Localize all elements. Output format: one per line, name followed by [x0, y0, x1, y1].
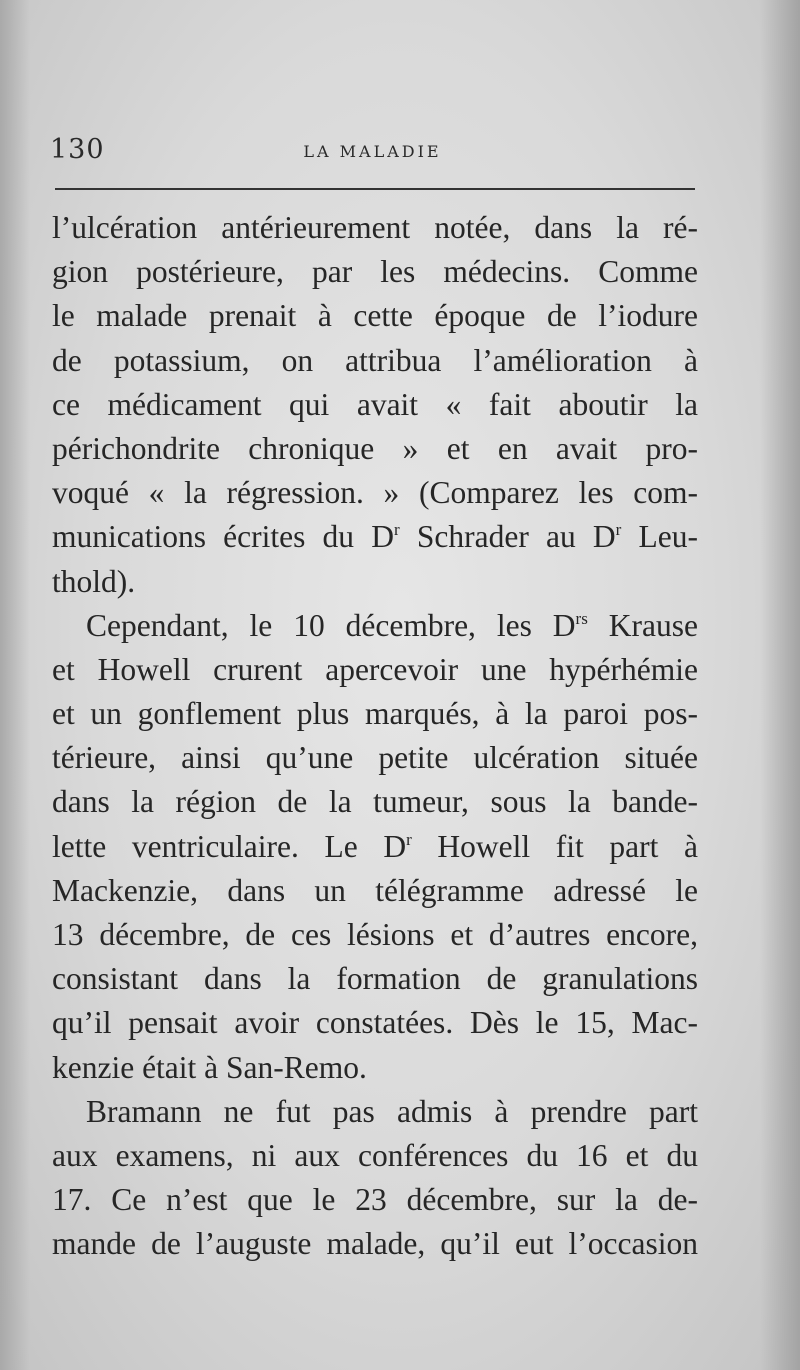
- text-run: ce médicament qui avait « fait aboutir la: [52, 386, 698, 422]
- text-run: aux examens, ni aux conférences du 16 et du: [52, 1137, 698, 1173]
- text-line: [52, 339, 698, 383]
- text-line: [52, 427, 698, 471]
- text-run: qu’il pensait avoir constatées. Dès le 15, Mac-: [52, 1005, 698, 1041]
- running-title: LA MALADIE: [303, 142, 442, 161]
- text-run: munications écrites du D: [52, 519, 394, 555]
- text-line: [52, 957, 698, 1001]
- text-run: le malade prenait à cette époque de l’iodure: [52, 298, 698, 334]
- page-header: [50, 134, 695, 174]
- text-run: gion postérieure, par les médecins. Comme: [52, 254, 698, 290]
- text-line: [52, 1046, 698, 1090]
- superscript: r: [394, 520, 400, 540]
- text-run: Schrader au D: [399, 519, 616, 555]
- text-line: [52, 1134, 698, 1178]
- text-run: Bramann ne fut pas admis à prendre part: [86, 1093, 698, 1129]
- text-run: 17. Ce n’est que le 23 décembre, sur la de-: [52, 1182, 698, 1218]
- text-run: 13 décembre, de ces lésions et d’autres encore,: [52, 917, 698, 952]
- page-shadow-right: [760, 0, 800, 1370]
- page-shadow-left: [0, 0, 30, 1370]
- text-run: consistant dans la formation de granulations: [52, 961, 698, 997]
- text-line: [52, 560, 698, 604]
- text-run: voqué « la régression. » (Comparez les com-: [52, 475, 698, 511]
- text-line: [52, 1001, 698, 1045]
- text-run: et un gonflement plus marqués, à la paroi pos-: [52, 696, 698, 732]
- text-line: [52, 383, 698, 427]
- text-line: [52, 913, 698, 957]
- text-line: [52, 1178, 698, 1222]
- text-run: mande de l’auguste malade, qu’il eut l’occasion: [52, 1226, 698, 1262]
- text-line: [52, 780, 698, 824]
- text-line: [52, 604, 698, 648]
- text-line: [52, 250, 698, 294]
- superscript: rs: [575, 608, 588, 628]
- text-run: kenzie était à San-Remo.: [52, 1049, 367, 1085]
- text-run: et Howell crurent apercevoir une hypérhémie: [52, 651, 698, 687]
- text-line: [52, 869, 698, 913]
- text-run: thold).: [52, 563, 136, 599]
- text-line: [52, 294, 698, 338]
- text-line: [52, 648, 698, 692]
- text-run: Mackenzie, dans un télégramme adressé le: [52, 872, 698, 908]
- text-line: [52, 1090, 698, 1134]
- text-run: Krause: [587, 607, 698, 643]
- text-run: l’ulcération antérieurement notée, dans la ré-: [52, 210, 698, 245]
- text-line: [52, 825, 698, 869]
- text-line: [52, 515, 698, 559]
- text-line: [52, 206, 698, 250]
- text-line: [52, 692, 698, 736]
- text-run: Cependant, le 10 décembre, les D: [86, 607, 576, 643]
- superscript: r: [406, 829, 412, 849]
- text-run: lette ventriculaire. Le D: [52, 828, 407, 864]
- body-text: [52, 206, 698, 1267]
- superscript: r: [615, 520, 622, 540]
- page-number: 130: [50, 134, 105, 165]
- text-line: [52, 736, 698, 780]
- text-run: dans la région de la tumeur, sous la bande-: [52, 784, 698, 820]
- text-line: [52, 471, 698, 515]
- text-run: périchondrite chronique » et en avait pro-: [52, 430, 698, 466]
- text-run: Leu-: [621, 519, 698, 555]
- header-rule: [55, 188, 695, 190]
- text-run: de potassium, on attribua l’amélioration à: [52, 342, 698, 378]
- text-line: [52, 1222, 698, 1266]
- text-run: Howell fit part à: [411, 828, 698, 864]
- text-run: térieure, ainsi qu’une petite ulcération située: [52, 740, 698, 776]
